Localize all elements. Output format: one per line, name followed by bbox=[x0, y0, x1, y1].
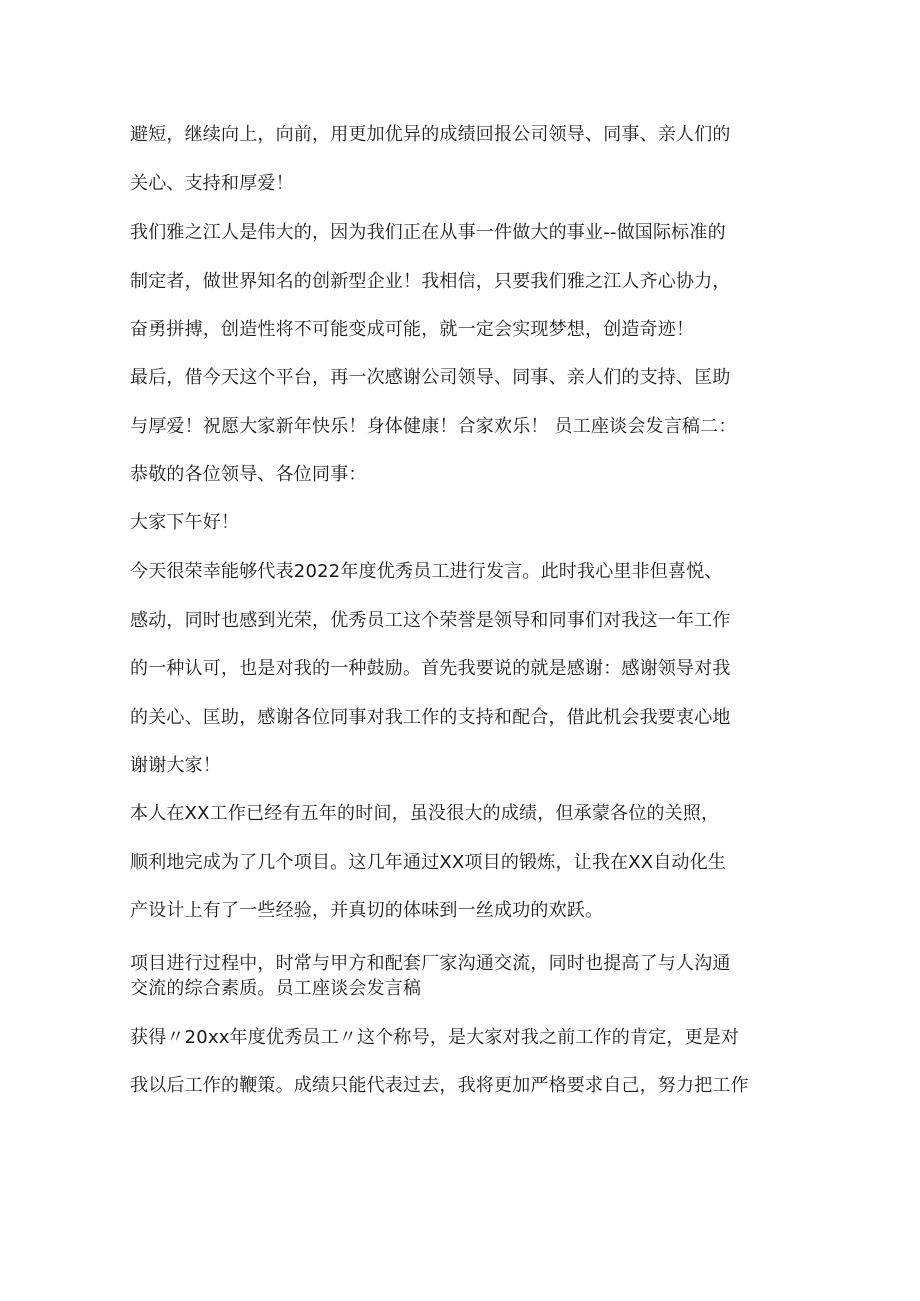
text-line: 产设计上有了一些经验，并真切的体味到一丝成功的欢跃。 bbox=[130, 900, 604, 921]
text-line: 项目进行过程中，时常与甲方和配套厂家沟通交流，同时也提高了与人沟通 bbox=[130, 953, 731, 974]
text-line: 恭敬的各位领导、各位同事： bbox=[130, 464, 367, 485]
text-line: 谢谢大家！ bbox=[130, 755, 221, 776]
text-line: 获得〃20xx年度优秀员工〃这个称号，是大家对我之前工作的肯定，更是对 bbox=[130, 1027, 740, 1048]
text-line: 感动，同时也感到光荣，优秀员工这个荣誉是领导和同事们对我这一年工作 bbox=[130, 610, 731, 631]
text-line: 今天很荣幸能够代表2022年度优秀员工进行发言。此时我心里非但喜悦、 bbox=[130, 561, 723, 582]
text-line: 最后，借今天这个平台，再一次感谢公司领导、同事、亲人们的支持、匡助 bbox=[130, 367, 731, 388]
text-line: 顺利地完成为了几个项目。这几年通过XX项目的锻炼，让我在XX自动化生 bbox=[130, 852, 727, 873]
text-line: 制定者，做世界知名的创新型企业！我相信，只要我们雅之江人齐心协力， bbox=[130, 271, 731, 292]
text-line: 关心、支持和厚爱！ bbox=[130, 173, 294, 194]
text-line: 本人在XX工作已经有五年的时间，虽没很大的成绩，但承蒙各位的关照， bbox=[130, 803, 720, 824]
text-line: 大家下午好！ bbox=[130, 512, 240, 533]
text-line: 我以后工作的鞭策。成绩只能代表过去，我将更加严格要求自己，努力把工作 bbox=[130, 1075, 749, 1096]
text-line: 交流的综合素质。员工座谈会发言稿 bbox=[130, 978, 422, 999]
text-line: 奋勇拼搏，创造性将不可能变成可能，就一定会实现梦想，创造奇迹！ bbox=[130, 319, 695, 340]
text-line: 与厚爱！祝愿大家新年快乐！身体健康！合家欢乐！ 员工座谈会发言稿二： bbox=[130, 416, 737, 437]
text-line: 我们雅之江人是伟大的，因为我们正在从事一件做大的事业--做国际标准的 bbox=[130, 222, 726, 243]
text-line: 避短，继续向上，向前，用更加优异的成绩回报公司领导、同事、亲人们的 bbox=[130, 124, 731, 145]
text-line: 的一种认可，也是对我的一种鼓励。首先我要说的就是感谢：感谢领导对我 bbox=[130, 658, 731, 679]
text-line: 的关心、匡助，感谢各位同事对我工作的支持和配合，借此机会我要衷心地 bbox=[130, 707, 731, 728]
